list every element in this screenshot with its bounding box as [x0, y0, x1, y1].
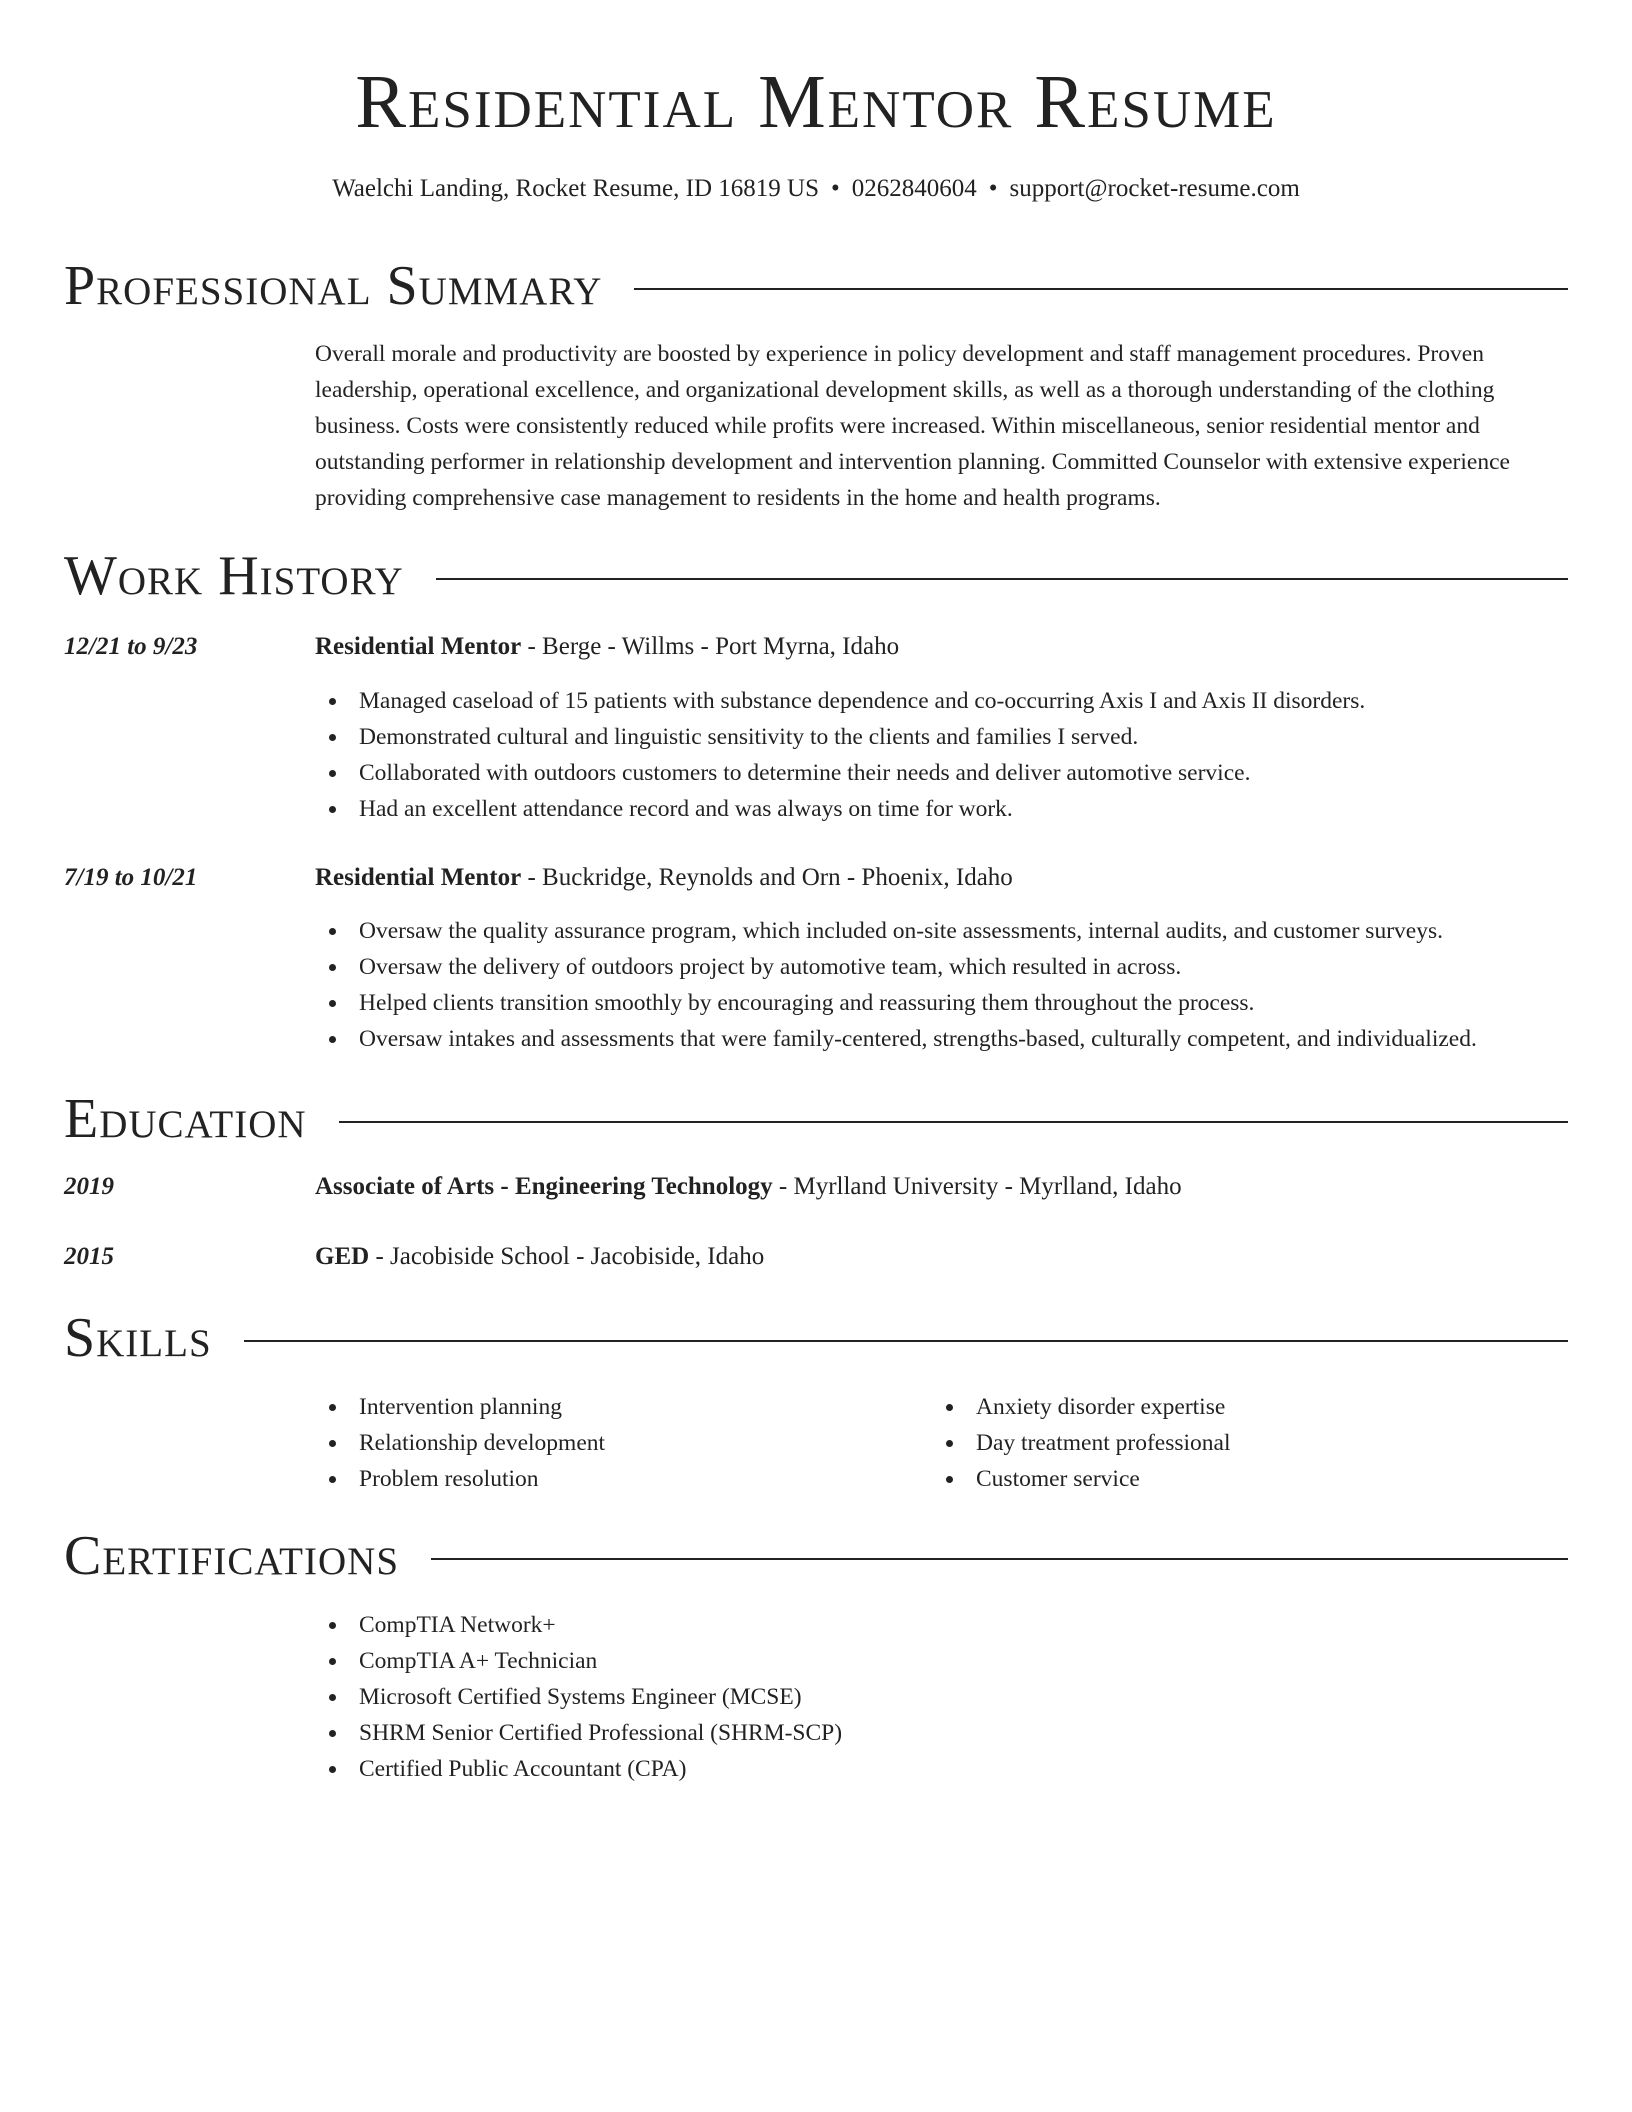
summary-text: Overall morale and productivity are boosted by experience in policy development and staff management procedures. Proven leadership, operational excellence, and organizational development skills, as well as a thorough understanding of the clothing business. Costs were consistently reduced while profits were increased. Within miscellaneous, senior residential mentor and outstanding performer in relationship development and intervention planning. Committed Counselor with extensive experience providing comprehensive case management to residents in the home and health programs.: [315, 341, 1510, 511]
job-bullet-list: [315, 683, 1365, 827]
section-divider: [436, 578, 1568, 580]
list-item: Microsoft Certified Systems Engineer (MCSE): [315, 1679, 842, 1715]
section-header-skills: [64, 1306, 1568, 1370]
list-item: Demonstrated cultural and linguistic sensitivity to the clients and families I served.: [315, 719, 1365, 755]
job-role: Residential Mentor: [315, 864, 522, 891]
section-divider: [431, 1558, 1568, 1560]
list-item: Helped clients transition smoothly by encouraging and reassuring them throughout the process.: [315, 985, 1477, 1021]
section-title-education: Education: [64, 1088, 307, 1150]
list-item: Oversaw the delivery of outdoors project by automotive team, which resulted in across.: [315, 949, 1477, 985]
list-item: Collaborated with outdoors customers to determine their needs and deliver automotive service.: [315, 755, 1365, 791]
job-heading: [315, 863, 1568, 893]
job-dates: 7/19 to 10/21: [64, 864, 198, 891]
section-title-work-history: Work History: [64, 545, 404, 607]
list-item: Problem resolution: [315, 1461, 605, 1497]
skills-list-right: [932, 1389, 1231, 1497]
education-details: - Jacobiside School - Jacobiside, Idaho: [369, 1243, 765, 1270]
contact-email: support@rocket-resume.com: [1009, 175, 1300, 202]
list-item: Oversaw intakes and assessments that were family-centered, strengths-based, culturally competent, and individualized.: [315, 1021, 1477, 1057]
contact-separator: •: [830, 175, 840, 202]
list-item: Oversaw the quality assurance program, which included on-site assessments, internal audits, and customer surveys.: [315, 913, 1477, 949]
section-divider: [339, 1121, 1568, 1123]
section-title-summary: Professional Summary: [64, 255, 603, 317]
section-header-work-history: [64, 544, 1568, 608]
job-role: Residential Mentor: [315, 633, 522, 660]
list-item: Managed caseload of 15 patients with substance dependence and co-occurring Axis I and Axis II disorders.: [315, 683, 1365, 719]
certifications-list: [315, 1607, 842, 1787]
job-details: - Berge - Willms - Port Myrna, Idaho: [521, 633, 900, 660]
education-entry: [315, 1242, 1568, 1272]
education-degree: GED: [315, 1243, 370, 1270]
contact-line: [0, 174, 1632, 204]
section-header-summary: [64, 254, 1568, 318]
education-entry: [315, 1172, 1568, 1202]
education-year: 2019: [64, 1173, 114, 1200]
list-item: Intervention planning: [315, 1389, 605, 1425]
list-item: SHRM Senior Certified Professional (SHRM-SCP): [315, 1715, 842, 1751]
job-details: - Buckridge, Reynolds and Orn - Phoenix, Idaho: [521, 864, 1013, 891]
contact-address: Waelchi Landing, Rocket Resume, ID 16819 US: [332, 175, 819, 202]
list-item: Anxiety disorder expertise: [932, 1389, 1231, 1425]
list-item: CompTIA A+ Technician: [315, 1643, 842, 1679]
section-title-skills: Skills: [64, 1307, 212, 1369]
section-header-education: [64, 1087, 1568, 1151]
section-divider: [244, 1340, 1568, 1342]
list-item: Day treatment professional: [932, 1425, 1231, 1461]
skills-list-left: [315, 1389, 605, 1497]
education-degree: Associate of Arts - Engineering Technology: [315, 1173, 773, 1200]
education-details: - Myrlland University - Myrlland, Idaho: [772, 1173, 1182, 1200]
section-divider: [634, 288, 1568, 290]
resume-title: Residential Mentor Resume: [355, 60, 1277, 144]
list-item: Relationship development: [315, 1425, 605, 1461]
section-header-certifications: [64, 1524, 1568, 1588]
job-bullet-list: [315, 913, 1477, 1057]
list-item: CompTIA Network+: [315, 1607, 842, 1643]
contact-phone: 0262840604: [851, 175, 977, 202]
job-dates: 12/21 to 9/23: [64, 633, 198, 660]
education-year: 2015: [64, 1243, 114, 1270]
job-heading: [315, 632, 1568, 662]
list-item: Certified Public Accountant (CPA): [315, 1751, 842, 1787]
list-item: Customer service: [932, 1461, 1231, 1497]
contact-separator: •: [988, 175, 998, 202]
section-title-certifications: Certifications: [64, 1525, 400, 1587]
list-item: Had an excellent attendance record and was always on time for work.: [315, 791, 1365, 827]
